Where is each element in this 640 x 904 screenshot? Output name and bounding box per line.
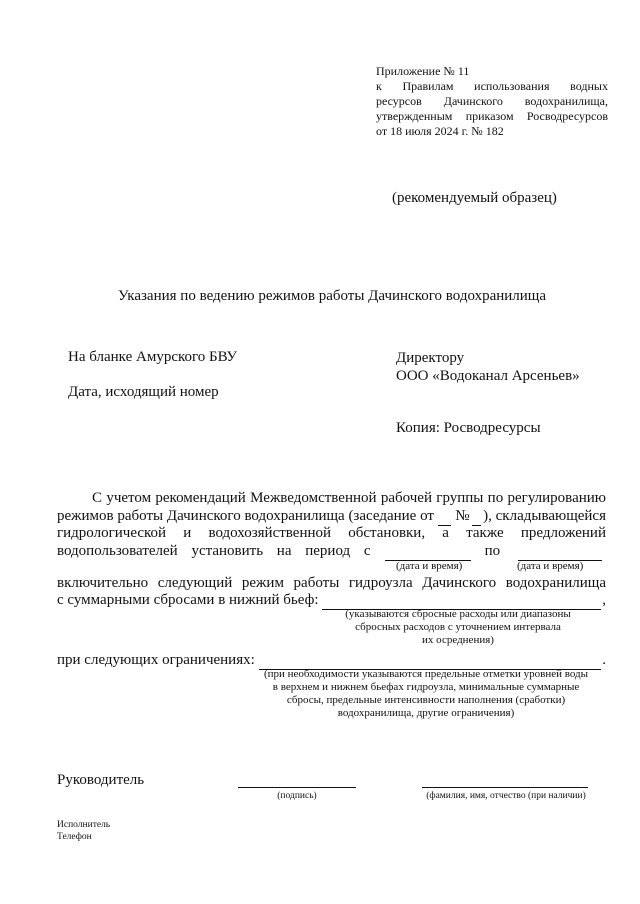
executor-label: Исполнитель: [57, 820, 111, 830]
hint-limits-4: водохранилища, другие ограничения): [337, 707, 515, 719]
hint-limits-2: в верхнем и нижнем бьефах гидроузла, минимальные суммарные: [272, 681, 580, 693]
letterhead-note: На бланке Амурского БВУ: [68, 349, 238, 365]
body-line-6: [57, 590, 606, 610]
body-line-5: включительно следующий режим работы гидроузла Дачинского водохранилища: [57, 575, 606, 591]
hint-discharge: [330, 608, 586, 647]
appendix-block: [376, 64, 608, 139]
appendix-line-4: утвержденным приказом Росводресурсов: [376, 109, 608, 123]
hint-start-date: (дата и время): [396, 560, 463, 572]
body-line-7-dot: .: [602, 652, 606, 668]
signature-field[interactable]: [238, 773, 356, 788]
signature-head-label: Руководитель: [57, 772, 145, 788]
phone-label: Телефон: [57, 832, 92, 842]
hint-limits-1: (при необходимости указываются предельные отметки уровней воды: [263, 668, 589, 680]
body-line-4-to: по: [484, 543, 501, 559]
period-end-field[interactable]: [518, 546, 602, 561]
body-line-6-comma: ,: [602, 592, 606, 608]
body-line-1: С учетом рекомендаций Межведомственной рабочей группы по регулированию: [92, 490, 606, 506]
appendix-number: Приложение № 11: [376, 64, 470, 78]
hint-discharge-3: их осреднения): [422, 634, 494, 646]
body-line-7-start: при следующих ограничениях:: [57, 652, 255, 668]
appendix-line-2: к Правилам использования водных: [376, 79, 608, 93]
body-line-2-end: ), складывающейся: [483, 508, 606, 524]
hint-discharge-1: (указываются сбросные расходы или диапазоны: [345, 608, 571, 620]
copy-to: Копия: Росводресурсы: [396, 420, 541, 436]
sample-note: (рекомендуемый образец): [392, 190, 557, 206]
addressee-org: ООО «Водоканал Арсеньев»: [396, 368, 580, 384]
body-line-4: [57, 541, 606, 561]
full-name-hint: (фамилия, имя, отчество (при наличии): [426, 791, 586, 801]
hint-limits: [240, 668, 612, 720]
addressee-title: Директору: [396, 350, 465, 366]
body-line-6-start: с суммарными сбросами в нижний бьеф:: [57, 592, 319, 608]
appendix-line-5: от 18 июля 2024 г. № 182: [376, 124, 504, 138]
document-title: Указания по ведению режимов работы Дачинского водохранилища: [117, 288, 547, 304]
appendix-line-3: ресурсов Дачинского водохранилища,: [376, 94, 608, 108]
body-line-7: [57, 650, 606, 670]
date-number-note: Дата, исходящий номер: [68, 384, 219, 400]
body-line-4-start: водопользователей установить на период с: [57, 543, 371, 559]
body-line-3: гидрологической и водохозяйственной обстановки, а также предложений: [57, 525, 606, 541]
full-name-field[interactable]: [422, 773, 588, 788]
period-start-field[interactable]: [385, 546, 471, 561]
body-line-2-number-sign: №: [455, 508, 470, 524]
signature-hint: (подпись): [277, 791, 317, 801]
hint-limits-3: сбросы, предельные интенсивности наполнения (сработки): [286, 694, 566, 706]
hint-end-date: (дата и время): [517, 560, 584, 572]
body-line-2-start: режимов работы Дачинского водохранилища (заседание от: [57, 508, 434, 524]
hint-discharge-2: сбросных расходов с уточнением интервала: [355, 621, 561, 633]
